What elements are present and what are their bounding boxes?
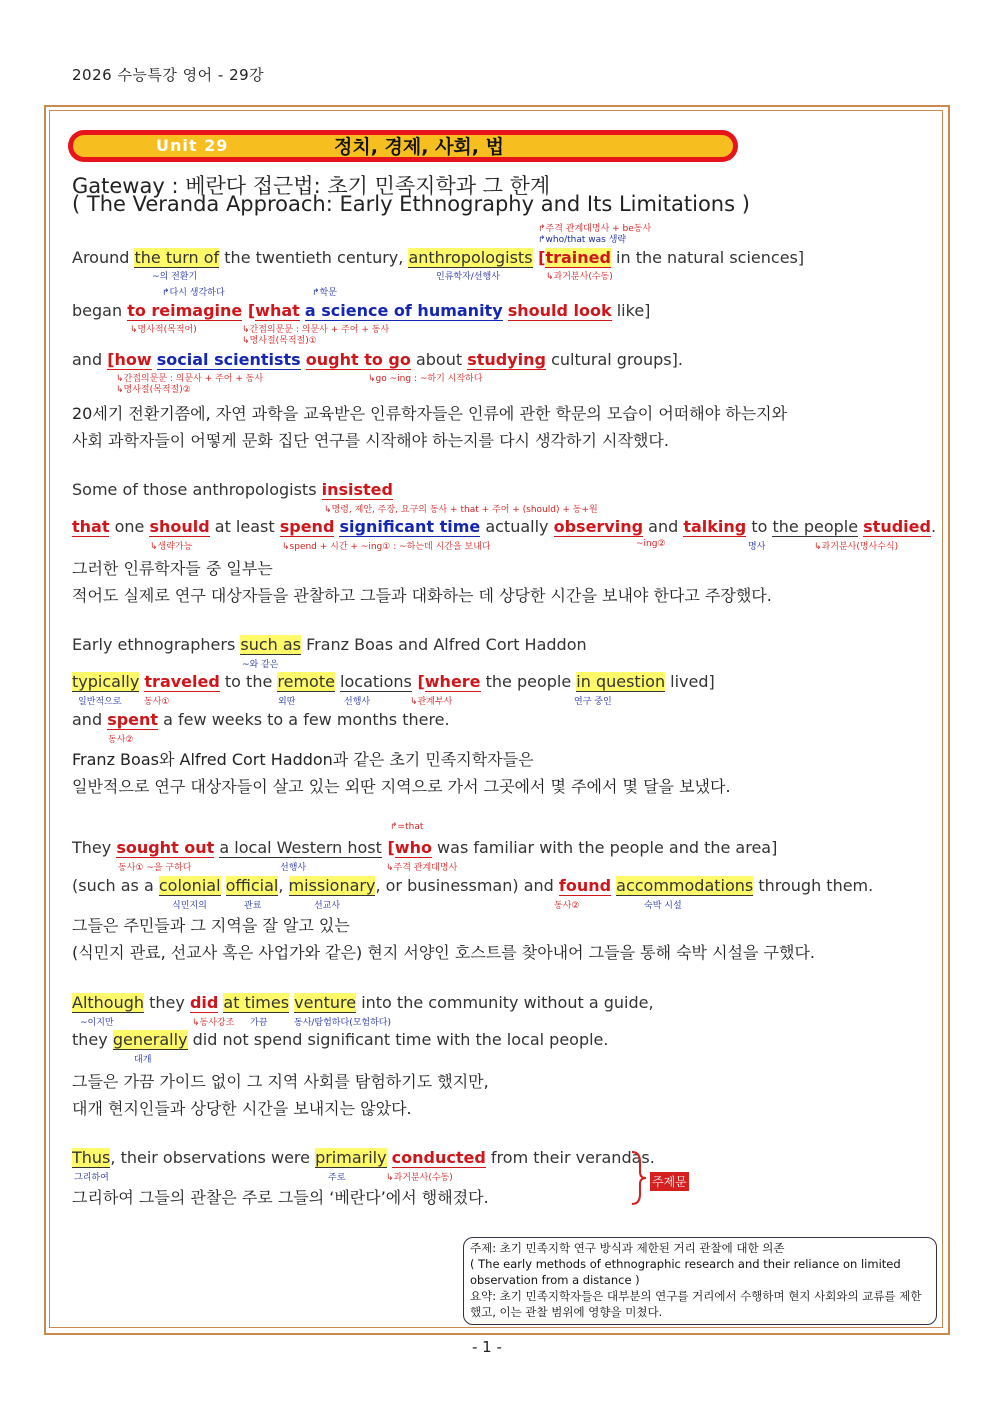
title-korean: Gateway : 베란다 접근법: 초기 민족지학과 그 한계 [72,174,551,198]
sentence-line: and spent a few weeks to a few months there. [72,710,450,729]
summary-topic: 주제: 초기 민족지학 연구 방식과 제한된 거리 관찰에 대한 의존 [470,1241,785,1255]
annotation: ↳생략가능 [150,542,193,552]
annotation: ↳spend + 시간 + ~ing① : ~하는데 시간을 보내다 [282,542,491,552]
translation-line: 20세기 전환기쯤에, 자연 과학을 교육받은 인류학자들은 인류에 관한 학문의 모습이 어떠해야 하는지와 [72,404,788,423]
summary-text: 요약: 초기 민족지학자들은 대부분의 연구를 거리에서 수행하며 현지 사회와의 교류를 제한했고, 이는 관찰 범위에 영향을 미쳤다. [470,1289,922,1319]
annotation: ↳명령, 제안, 주장, 요구의 동사 + that + 주어 + (should) + 동+원 [324,505,598,515]
annotation: ~ing② [636,539,666,549]
unit-banner [68,130,738,162]
sentence-line: Some of those anthropologists insisted [72,480,393,499]
sentence-line: they generally did not spend significant time with the local people. [72,1030,609,1049]
annotation: 선교사 [314,901,341,911]
summary-box [463,1237,937,1325]
annotation: ↳명사절(목적절)① [242,336,317,346]
annotation: ~이지만 [80,1018,114,1028]
annotation: ↳간접의문문 : 의문사 + 주어 + 동사 [116,374,264,384]
annotation: ~의 전환기 [152,272,198,282]
translation-line: 그들은 주민들과 그 지역을 잘 알고 있는 [72,916,350,935]
translation-line: (식민지 관료, 선교사 혹은 사업가와 같은) 현지 서양인 호스트를 찾아내어 그들을 통해 숙박 시설을 구했다. [72,943,816,962]
annotation: 동사② [108,735,134,745]
annotation: 관료 [244,901,262,911]
annotation: 그리하여 [74,1173,109,1183]
annotation: ~와 같은 [242,660,279,670]
sentence-line: They sought out a local Western host [who was familiar with the people and the area] [72,838,778,857]
annotation: 식민지의 [172,901,207,911]
annotation: 일반적으로 [78,697,122,707]
annotation: 동사/탐험하다(모험하다) [294,1018,391,1028]
annotation: ↳과거분사(수동) [386,1173,453,1183]
annotation: ↱다시 생각하다 [162,288,225,298]
document-header: 2026 수능특강 영어 - 29강 [72,66,265,84]
annotation: 선행사 [344,697,371,707]
annotation: 선행사 [280,863,307,873]
annotation: 연구 중인 [574,697,612,707]
sentence-line: Around the turn of the twentieth century, anthropologists [trained in the natural sciences] [72,248,805,267]
sentence-line: typically traveled to the remote locations [where the people in question lived] [72,672,715,691]
annotation: ↱학문 [312,288,337,298]
annotation: ↳go ~ing : ~하기 시작하다 [368,374,483,384]
annotation: 가끔 [250,1018,268,1028]
annotation: ↳동사강조 [192,1018,235,1028]
annotation: 동사② [554,901,580,911]
translation-line: 대개 현지인들과 상당한 시간을 보내지는 않았다. [72,1099,412,1118]
annotation: 숙박 시설 [644,901,682,911]
annotation: ↳명사절(목적절)② [116,385,191,395]
topic-sentence-tag: 주제문 [650,1172,689,1191]
sentence-line: began to reimagine [what a science of humanity should look like] [72,301,651,320]
page-number: - 1 - [472,1338,502,1356]
unit-topic: 정치, 경제, 사회, 법 [334,136,504,158]
annotation: 명사 [748,542,766,552]
sentence-line: Although they did at times venture into the community without a guide, [72,993,654,1012]
annotation: ↳주격 관계대명사 [386,863,458,873]
sentence-line: (such as a colonial official, missionary, or businessman) and found accommodations through them. [72,876,874,895]
translation-line: 그리하여 그들의 관찰은 주로 그들의 ‘베란다’에서 행해졌다. [72,1188,489,1207]
translation-line: 그러한 인류학자들 중 일부는 [72,559,273,578]
sentence-line: and [how social scientists ought to go about studying cultural groups]. [72,350,683,369]
annotation: ↳과거분사(명사수식) [814,542,899,552]
annotation: 대개 [134,1055,152,1065]
annotation: ↳명사적(목적어) [130,325,197,335]
unit-label: Unit 29 [156,136,229,155]
summary-topic-english: ( The early methods of ethnographic research and their reliance on limited observation from a distance ) [470,1257,901,1287]
translation-line: 사회 과학자들이 어떻게 문화 집단 연구를 시작해야 하는지를 다시 생각하기 시작했다. [72,431,669,450]
sentence-line: Early ethnographers such as Franz Boas and Alfred Cort Haddon [72,635,587,654]
translation-line: Franz Boas와 Alfred Cort Haddon과 같은 초기 민족지학자들은 [72,750,534,769]
translation-line: 적어도 실제로 연구 대상자들을 관찰하고 그들과 대화하는 데 상당한 시간을 보내야 한다고 주장했다. [72,586,772,605]
annotation: ↱주격 관계대명사 + be동사 [538,224,652,234]
annotation: ↱=that [390,822,424,832]
annotation: ↳관계부사 [410,697,453,707]
translation-line: 일반적으로 연구 대상자들이 살고 있는 외딴 지역으로 가서 그곳에서 몇 주에서 몇 달을 보냈다. [72,777,731,796]
annotation: 동사① [144,697,170,707]
annotation: ↳과거분사(수동) [546,272,613,282]
annotation: ↱who/that was 생략 [538,235,627,245]
annotation: ↳간접의문문 : 의문사 + 주어 + 동사 [242,325,390,335]
title-english: ( The Veranda Approach: Early Ethnography and Its Limitations ) [72,192,750,216]
annotation: 주로 [328,1173,346,1183]
sentence-line: Thus, their observations were primarily conducted from their verandas. [72,1148,655,1167]
annotation: 동사① ~을 구하다 [118,863,192,873]
translation-line: 그들은 가끔 가이드 없이 그 지역 사회를 탐험하기도 했지만, [72,1072,489,1091]
annotation: 외딴 [278,697,296,707]
sentence-line: that one should at least spend significant time actually observing and talking to the people studied. [72,517,937,536]
annotation: 인류학자/선행사 [436,272,500,282]
brace-icon [628,1150,648,1206]
